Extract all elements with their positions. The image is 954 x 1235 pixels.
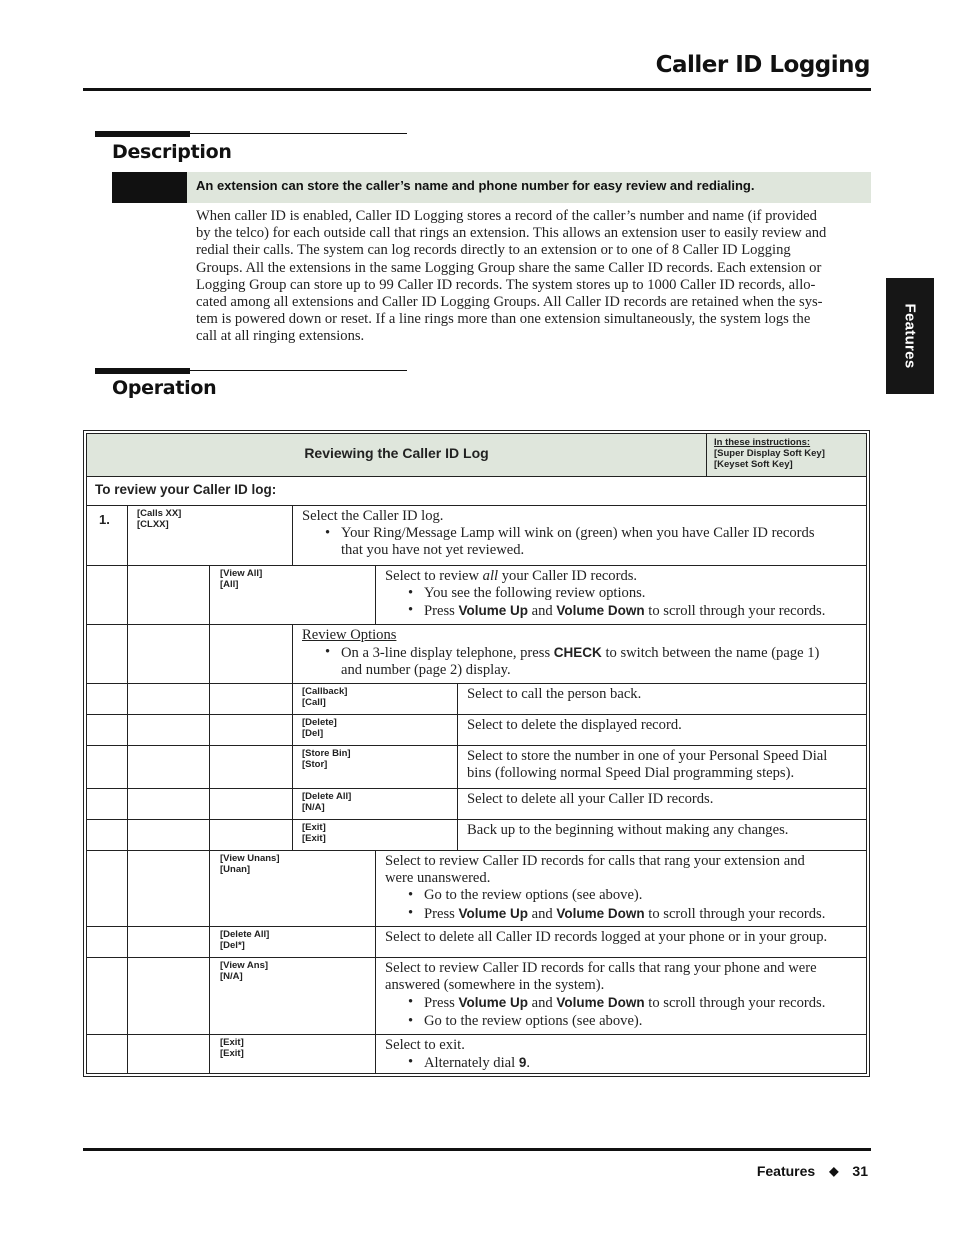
page-footer — [757, 1163, 868, 1179]
step-number: 1. — [99, 512, 110, 527]
desc-line: by the telco) for each outside call that rings an extension. This allows an extension user to easily review and — [196, 225, 827, 242]
review-options-text: Review Options • On a 3-line display telephone, press CHECK to switch between the name (page 1) and number (page 2) display. — [302, 627, 867, 680]
section-bar — [95, 368, 190, 374]
soft-key-delete: [Delete] [Del] — [302, 717, 337, 739]
desc-line: call at all ringing extensions. — [196, 328, 365, 345]
step-text: Select to delete all Caller ID records logged at your phone or in your group. — [385, 929, 828, 945]
legend-caption: In these instructions: — [714, 437, 811, 448]
table-row — [87, 715, 866, 746]
desc-line: redial their calls. The system can log records directly to an extension or to one of 8 Caller ID Logging — [196, 242, 791, 259]
page-number: 31 — [852, 1163, 868, 1179]
table-row — [87, 684, 866, 715]
soft-key-view-all: [View All] [All] — [220, 568, 263, 590]
table-row — [87, 789, 866, 820]
soft-key-delete-all: [Delete All] [N/A] — [302, 791, 352, 813]
soft-key-store-bin: [Store Bin] [Stor] — [302, 748, 351, 770]
soft-key-delete-all: [Delete All] [Del*] — [220, 929, 270, 951]
table-row — [87, 851, 866, 927]
step-text: Select to review Caller ID records for calls that rang your phone and were answered (somewhere in the system). • Press Volume Up and Volume Down to scroll through your records. • Go to the review options (see above). — [385, 960, 870, 1030]
table-row — [87, 625, 866, 684]
step-text: Select to review all your Caller ID records. • You see the following review options. • Press Volume Up and Volume Down to scroll through your records. — [385, 568, 865, 621]
desc-line: Groups. All the extensions in the same Logging Group share the same Caller ID records. Each extension or — [196, 259, 822, 276]
desc-line: Logging Group can store up to 99 Caller ID records. The system stores up to 1000 Caller ID records, allo- — [196, 276, 816, 293]
step-text: Select to store the number in one of your Personal Speed Dial bins (following normal Speed Dial programming steps). — [467, 748, 828, 782]
table-row — [87, 506, 866, 566]
side-tab — [886, 278, 934, 394]
description-body — [196, 208, 868, 346]
step-text: Select to exit. • Alternately dial 9. — [385, 1037, 870, 1072]
desc-line: tem is powered down or reset. If a line rings more than one extension simultaneously, the system logs the — [196, 311, 811, 328]
soft-key-view-unans: [View Unans] [Unan] — [220, 853, 280, 875]
soft-key-exit: [Exit] [Exit] — [302, 822, 326, 844]
footer-rule — [83, 1148, 871, 1151]
table-row — [87, 746, 866, 789]
step-text: Select to delete the displayed record. — [467, 717, 682, 733]
soft-key-calls: [Calls XX] [CLXX] — [137, 508, 182, 530]
table-row — [87, 958, 866, 1035]
table-row — [87, 927, 866, 958]
step-text: Back up to the beginning without making any changes. — [467, 822, 789, 838]
diamond-icon: ◆ — [829, 1164, 839, 1178]
soft-key-exit: [Exit] [Exit] — [220, 1037, 244, 1059]
description-heading: Description — [112, 141, 232, 163]
table-subheading-row — [87, 477, 866, 506]
header-rule — [83, 88, 871, 91]
desc-line: When caller ID is enabled, Caller ID Logging stores a record of the caller’s number and name (if provided — [196, 208, 817, 224]
side-tab-label: Features — [901, 303, 919, 369]
soft-key-callback: [Callback] [Call] — [302, 686, 348, 708]
table-row — [87, 820, 866, 851]
table-row — [87, 1035, 866, 1073]
page-title: Caller ID Logging — [655, 52, 870, 78]
step-text: Select to delete all your Caller ID records. — [467, 791, 714, 807]
desc-line: cated among all extensions and Caller ID Logging Groups. All Caller ID records are retained when the sys- — [196, 294, 823, 311]
key-legend — [714, 437, 825, 470]
table-subheading: To review your Caller ID log: — [95, 482, 277, 497]
table-row — [87, 566, 866, 625]
intro-banner-marker — [112, 172, 187, 203]
legend-super-display: [Super Display Soft Key] — [714, 448, 825, 459]
table-header-row — [87, 434, 866, 477]
operation-table — [83, 430, 870, 1077]
legend-keyset: [Keyset Soft Key] — [714, 459, 793, 470]
operation-heading: Operation — [112, 377, 217, 399]
intro-text: An extension can store the caller’s name and phone number for easy review and redialing. — [196, 178, 755, 193]
soft-key-view-ans: [View Ans] [N/A] — [220, 960, 269, 982]
section-bar — [95, 131, 190, 137]
footer-section: Features — [756, 1163, 816, 1179]
step-text: Select to call the person back. — [467, 686, 642, 702]
step-text: Select to review Caller ID records for calls that rang your extension and were unanswered. • Go to the review options (see above). • Press Volume Up and Volume Down to scroll through your records. — [385, 853, 870, 923]
table-title: Reviewing the Caller ID Log — [304, 445, 489, 461]
step-text: Select the Caller ID log. • Your Ring/Message Lamp will wink on (green) when you have Caller ID records that you have not yet reviewed. — [302, 508, 862, 560]
